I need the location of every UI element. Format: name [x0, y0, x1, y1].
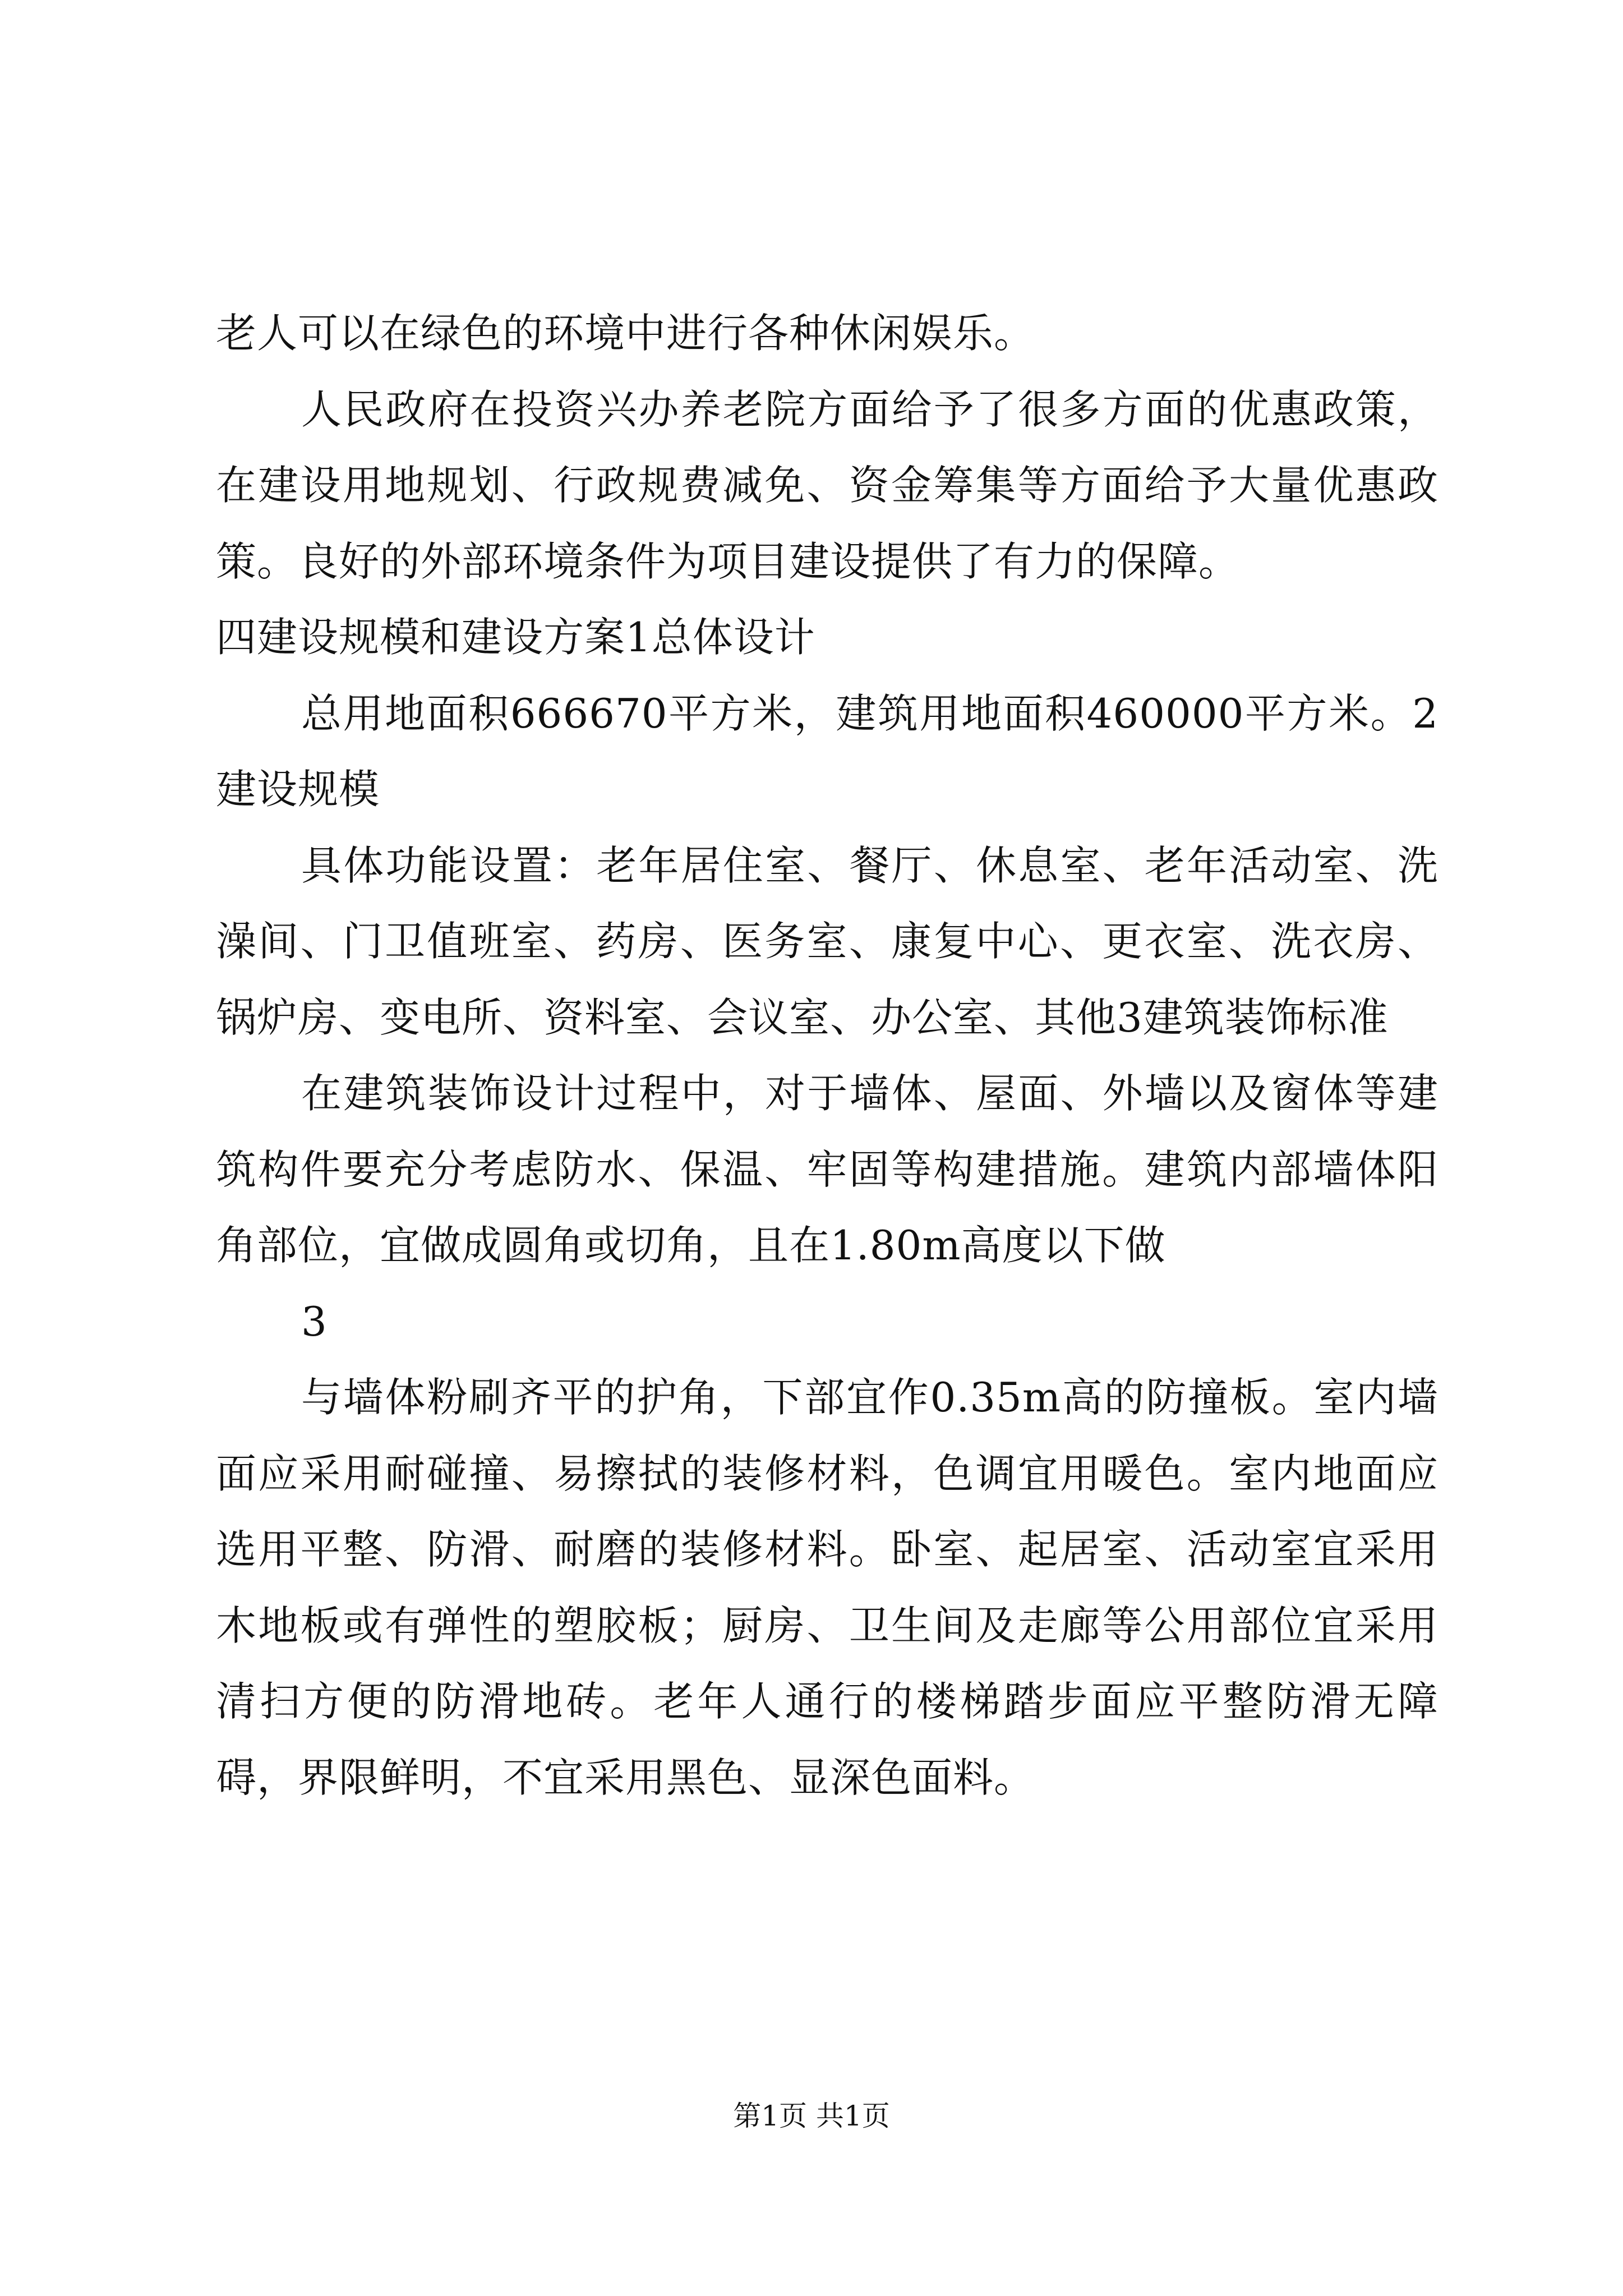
- paragraph-land-area: 总用地面积666670平方米，建筑用地面积460000平方米。2建设规模: [216, 689, 1438, 813]
- paragraph-functions: 具体功能设置：老年居住室、餐厅、休息室、老年活动室、洗澡间、门卫值班室、药房、医务室、康复中心、更衣室、洗衣房、锅炉房、变电所、资料室、会议室、办公室、其他3建筑装饰标准: [216, 841, 1438, 1041]
- page-footer: 第1页 共1页: [733, 2100, 890, 2132]
- paragraph-1: 老人可以在绿色的环境中进行各种休闲娱乐。: [216, 310, 1035, 357]
- section-heading-4: 四建设规模和建设方案1总体设计: [216, 614, 815, 661]
- inline-page-number: 3: [301, 1297, 328, 1345]
- paragraph-materials: 与墙体粉刷齐平的护角，下部宜作0.35m高的防撞板。室内墙面应采用耐碰撞、易擦拭的装修材料，色调宜用暖色。室内地面应选用平整、防滑、耐磨的装修材料。卧室、起居室、活动室宜采用木地板或有弹性的塑胶板；厨房、卫生间及走廊等公用部位宜采用清扫方便的防滑地砖。老年人通行的楼梯踏步面应平整防滑无障碍，界限鲜明，不宜采用黑色、显深色面料。: [216, 1374, 1438, 1801]
- paragraph-2: 人民政府在投资兴办养老院方面给予了很多方面的优惠政策，在建设用地规划、行政规费减免、资金筹集等方面给予大量优惠政策。良好的外部环境条件为项目建设提供了有力的保障。: [216, 385, 1438, 585]
- document-body: [216, 296, 1438, 1816]
- paragraph-decoration-design: 在建筑装饰设计过程中，对于墙体、屋面、外墙以及窗体等建筑构件要充分考虑防水、保温、牢固等构建措施。建筑内部墙体阳角部位，宜做成圆角或切角，且在1.80m高度以下做: [216, 1070, 1438, 1269]
